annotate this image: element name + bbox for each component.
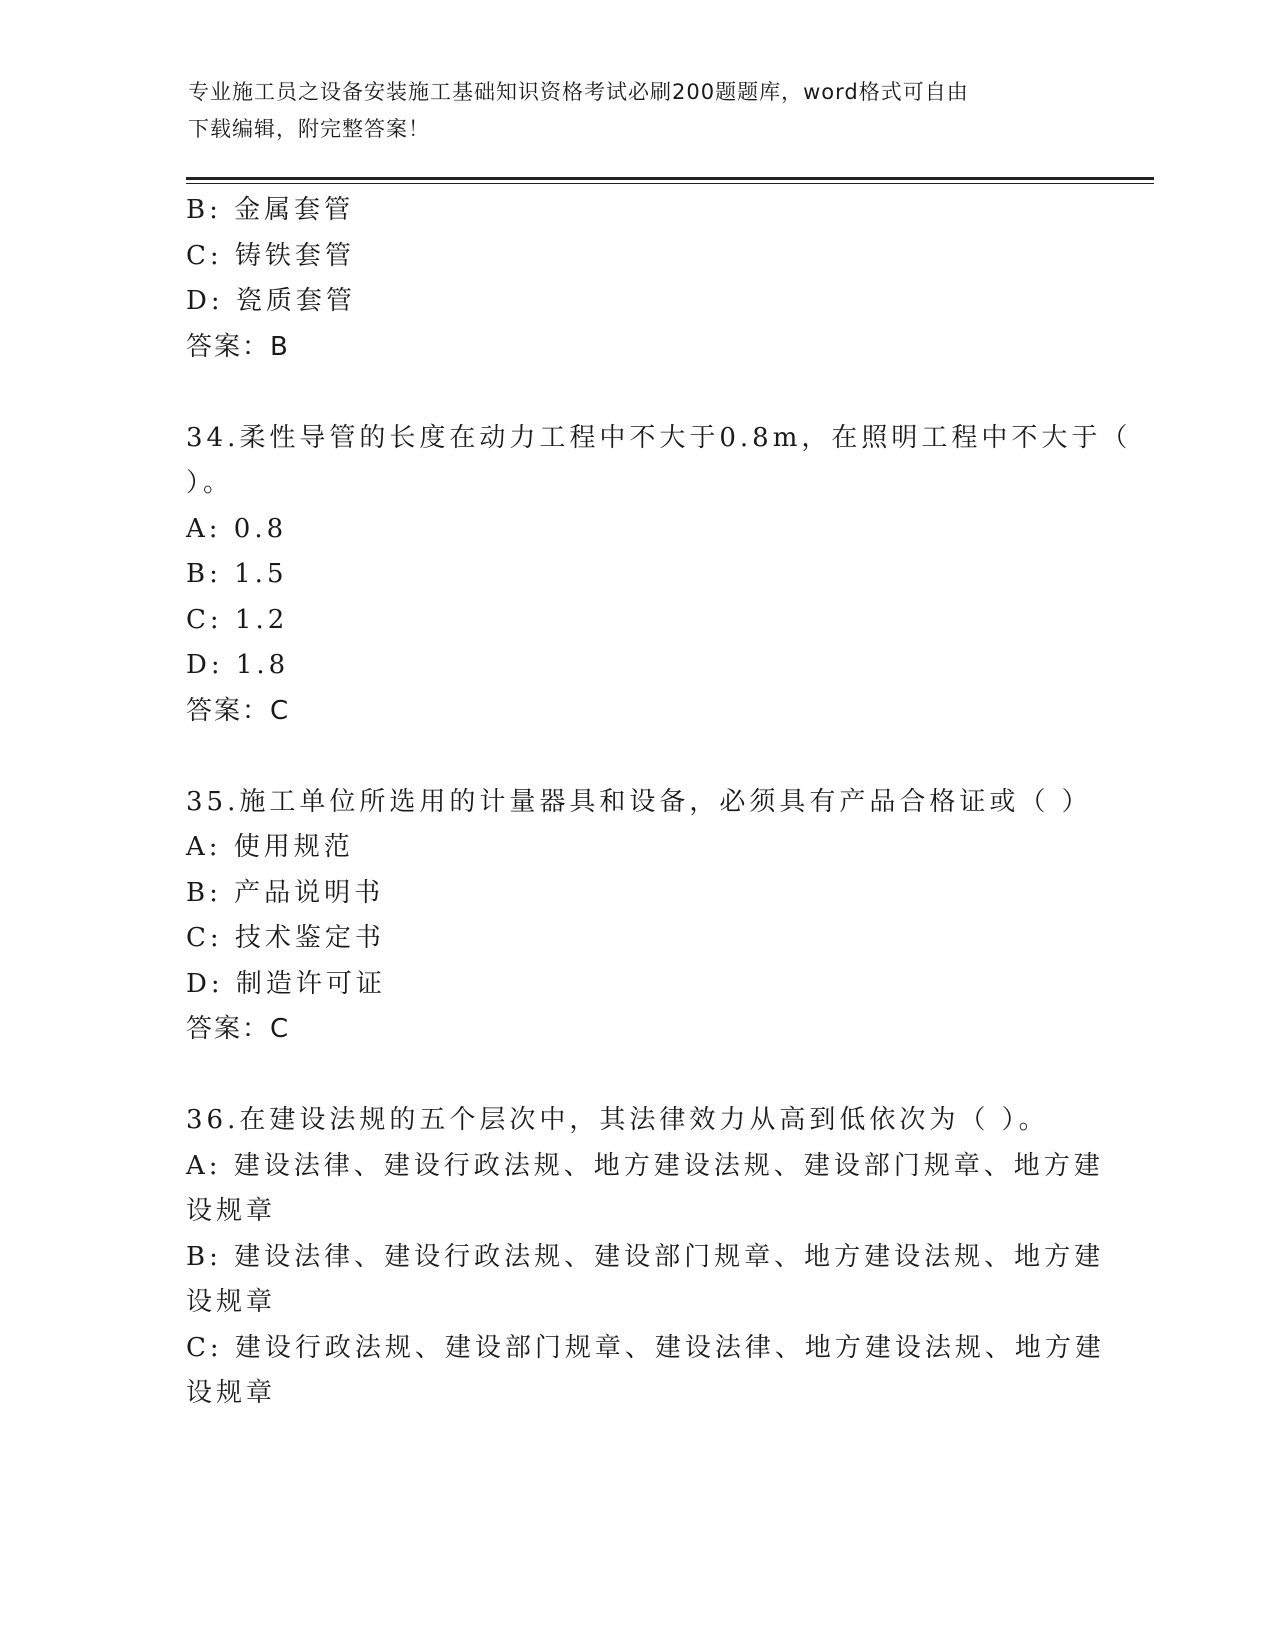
option-c: C: 铸铁套管 [186,240,355,271]
header-line-2: 下载编辑，附完整答案！ [188,117,430,141]
option-b: B: 建设法律、建设行政法规、建设部门规章、地方建设法规、地方建 [186,1241,1105,1272]
question-36 [186,1098,1105,1417]
option-c: C: 1.2 [186,604,289,635]
question-33 [186,188,1086,370]
option-b: B: 1.5 [186,559,288,589]
spacer [186,1053,1086,1099]
header-divider-thick [186,177,1154,180]
option-d: D: 1.8 [186,650,290,680]
option-a: A: 使用规范 [186,832,354,862]
option-d: D: 制造许可证 [186,968,386,999]
question-text: 35.施工单位所选用的计量器具和设备，必须具有产品合格证或（ ） [186,786,1092,817]
option-a: A: 建设法律、建设行政法规、地方建设法规、建设部门规章、地方建 [186,1150,1104,1181]
option-a: A: 0.8 [186,513,288,544]
option-b: B: 金属套管 [186,195,355,225]
option-d: D: 瓷质套管 [186,286,356,316]
option-a-continued: 设规章 [186,1196,277,1226]
answer-line: 答案：C [186,695,291,726]
question-35 [186,780,1092,1053]
document-header [188,74,1068,148]
answer-line: 答案：C [186,1014,291,1044]
option-b-continued: 设规章 [186,1287,277,1317]
question-34 [186,416,1132,735]
option-b: B: 产品说明书 [186,877,385,908]
answer-line: 答案：B [186,331,290,362]
header-line-1: 专业施工员之设备安装施工基础知识资格考试必刷200题题库，word格式可自由 [188,80,969,104]
spacer [186,734,1086,780]
option-c: C: 建设行政法规、建设部门规章、建设法律、地方建设法规、地方建 [186,1332,1105,1363]
question-text: 34.柔性导管的长度在动力工程中不大于0.8m，在照明工程中不大于（ [186,422,1132,453]
header-divider-thin [186,183,1154,184]
question-list [186,188,1132,1417]
option-c-continued: 设规章 [186,1378,277,1408]
question-text-continued: ）。 [186,468,234,498]
spacer [186,370,1086,416]
question-text: 36.在建设法规的五个层次中，其法律效力从高到低依次为（ ）。 [186,1105,1049,1135]
option-c: C: 技术鉴定书 [186,923,385,953]
